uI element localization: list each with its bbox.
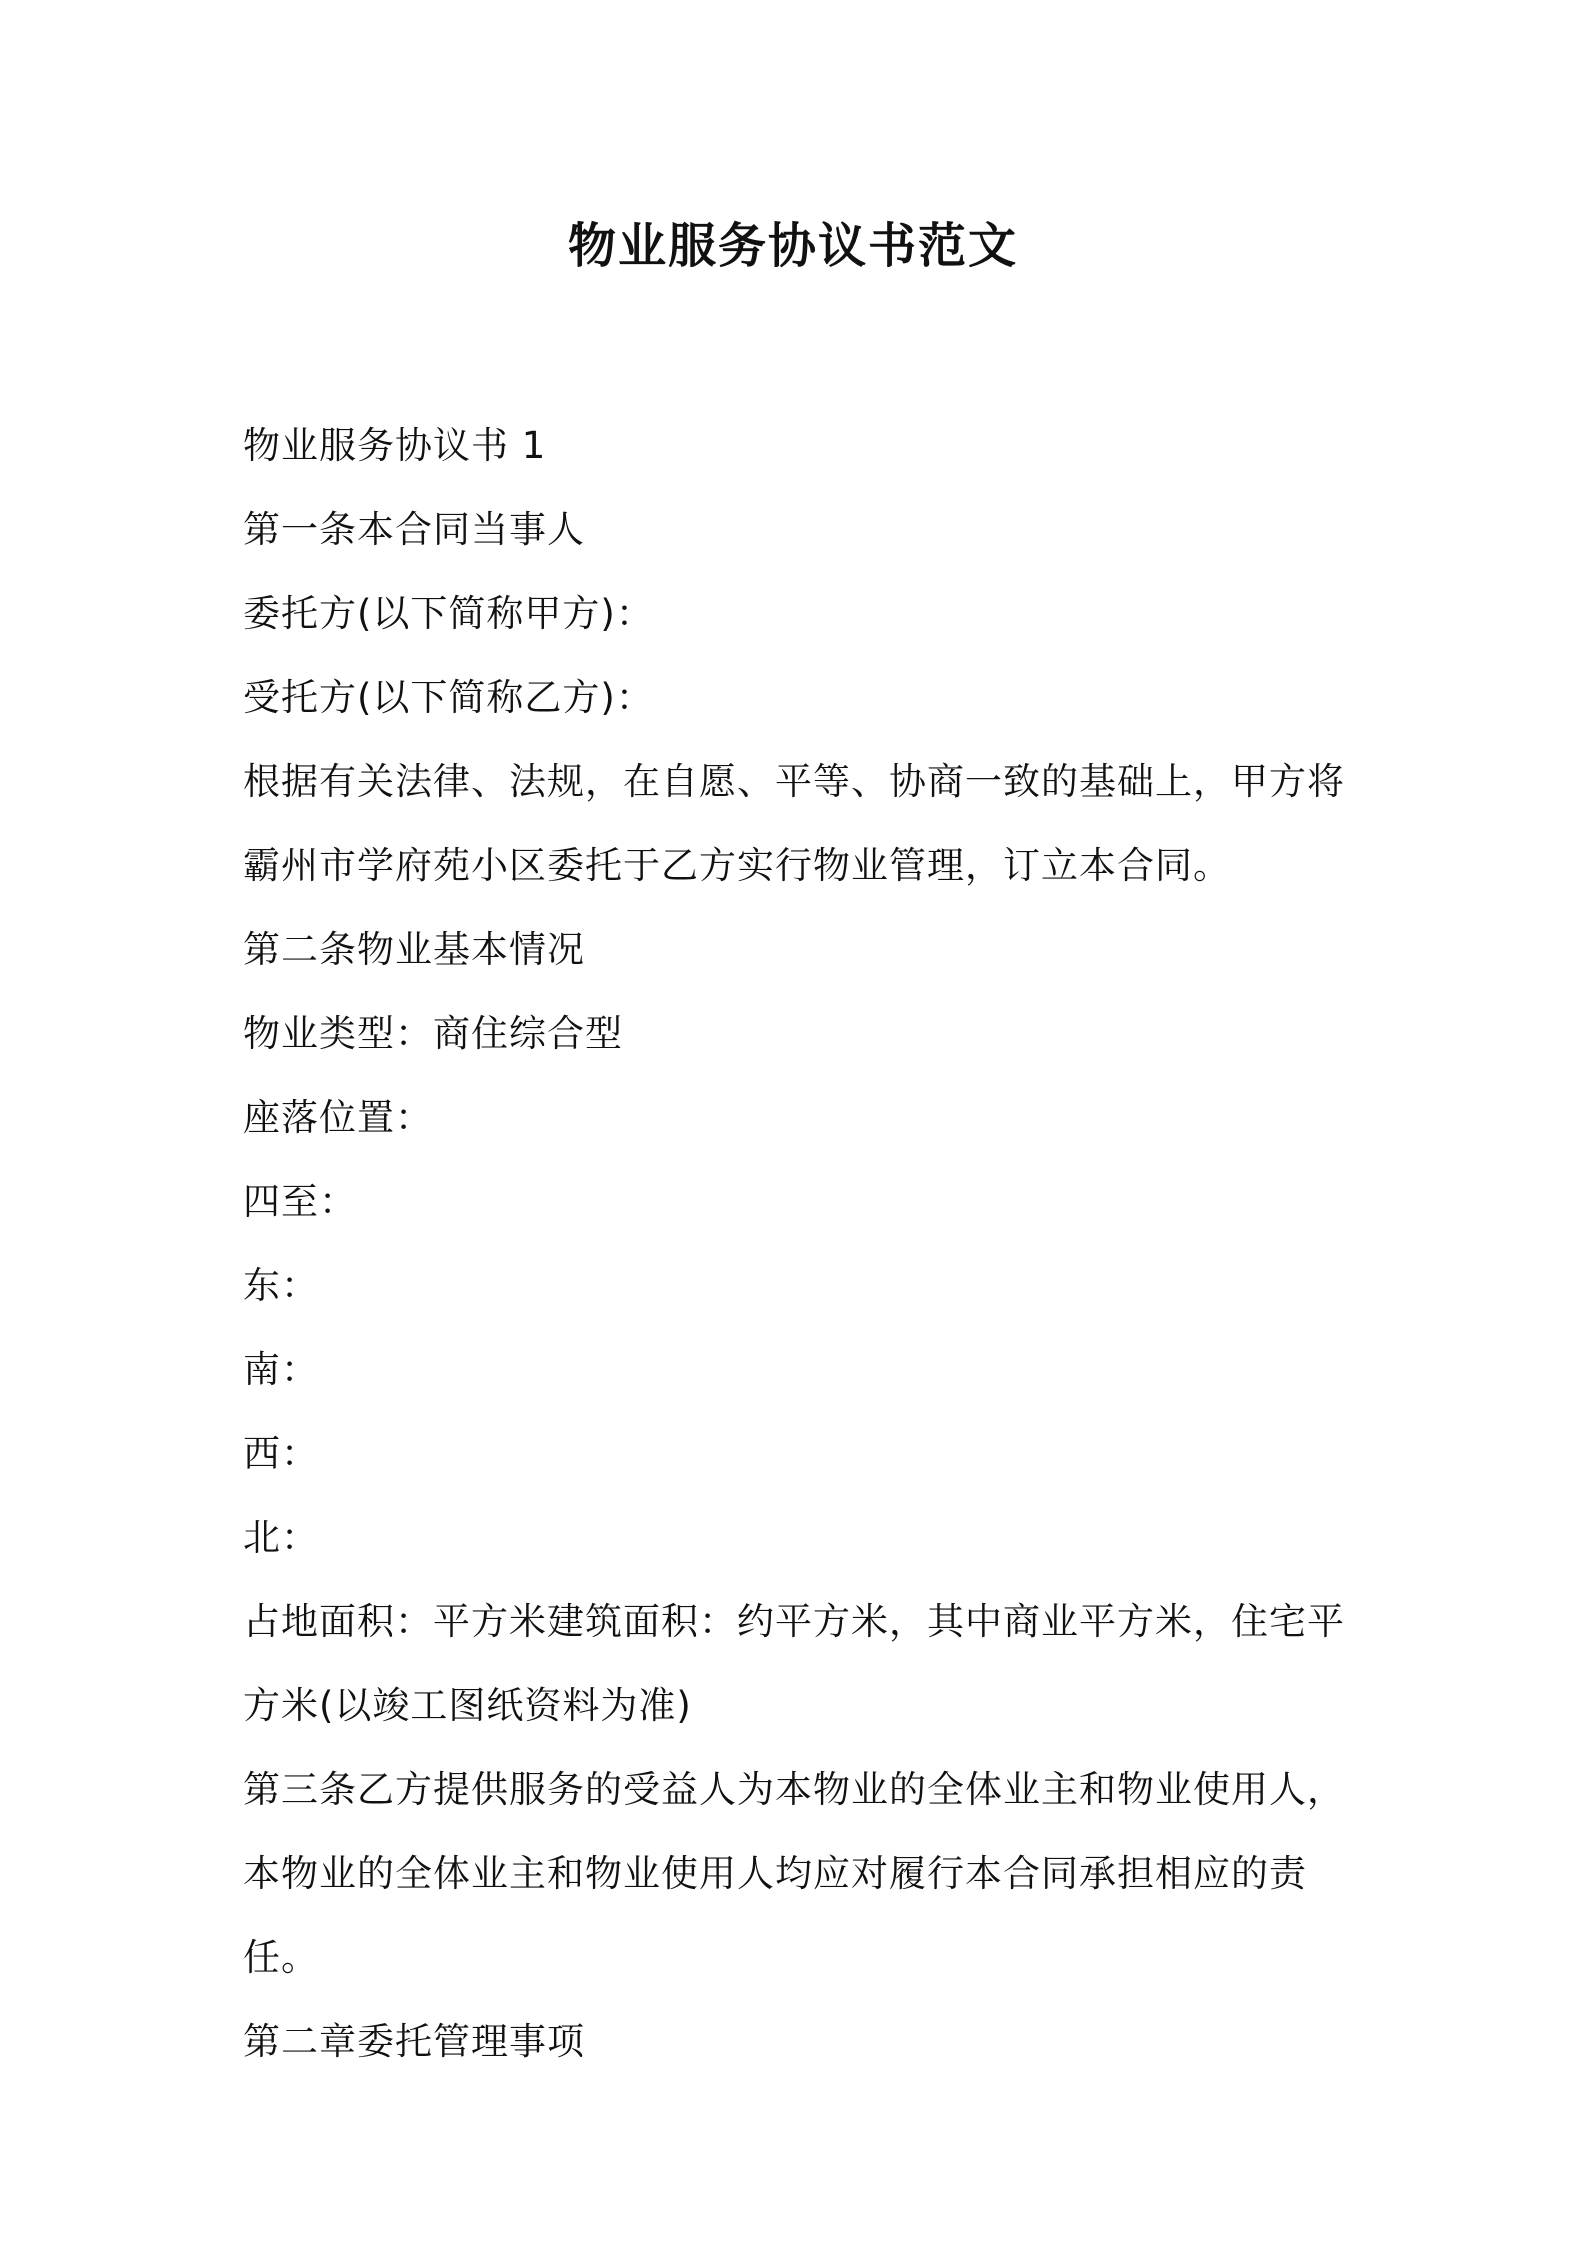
document-body (243, 404, 1353, 2084)
paragraph-north: 北： (243, 1516, 319, 1559)
paragraph-east: 东： (243, 1264, 319, 1307)
paragraph-article-2-heading: 第二条物业基本情况 (243, 928, 585, 971)
paragraph-south: 南： (243, 1348, 319, 1391)
paragraph-location: 座落位置： (243, 1096, 433, 1139)
paragraph-area: 占地面积：平方米建筑面积：约平方米，其中商业平方米，住宅平方米(以竣工图纸资料为准) (243, 1600, 1345, 1727)
paragraph-article-1-heading: 第一条本合同当事人 (243, 508, 585, 551)
paragraph-party-b: 受托方(以下简称乙方)： (243, 676, 654, 719)
document-title: 物业服务协议书范文 (567, 218, 1018, 274)
paragraph-agreement-number: 物业服务协议书 1 (243, 424, 547, 467)
paragraph-basis: 根据有关法律、法规，在自愿、平等、协商一致的基础上，甲方将霸州市学府苑小区委托于乙方实行物业管理，订立本合同。 (243, 760, 1345, 887)
paragraph-chapter-2-heading: 第二章委托管理事项 (243, 2020, 585, 2063)
paragraph-boundaries: 四至： (243, 1180, 357, 1223)
paragraph-property-type: 物业类型：商住综合型 (243, 1012, 623, 1055)
paragraph-west: 西： (243, 1432, 319, 1475)
paragraph-party-a: 委托方(以下简称甲方)： (243, 592, 654, 635)
paragraph-article-3: 第三条乙方提供服务的受益人为本物业的全体业主和物业使用人，本物业的全体业主和物业使用人均应对履行本合同承担相应的责任。 (243, 1768, 1345, 1979)
